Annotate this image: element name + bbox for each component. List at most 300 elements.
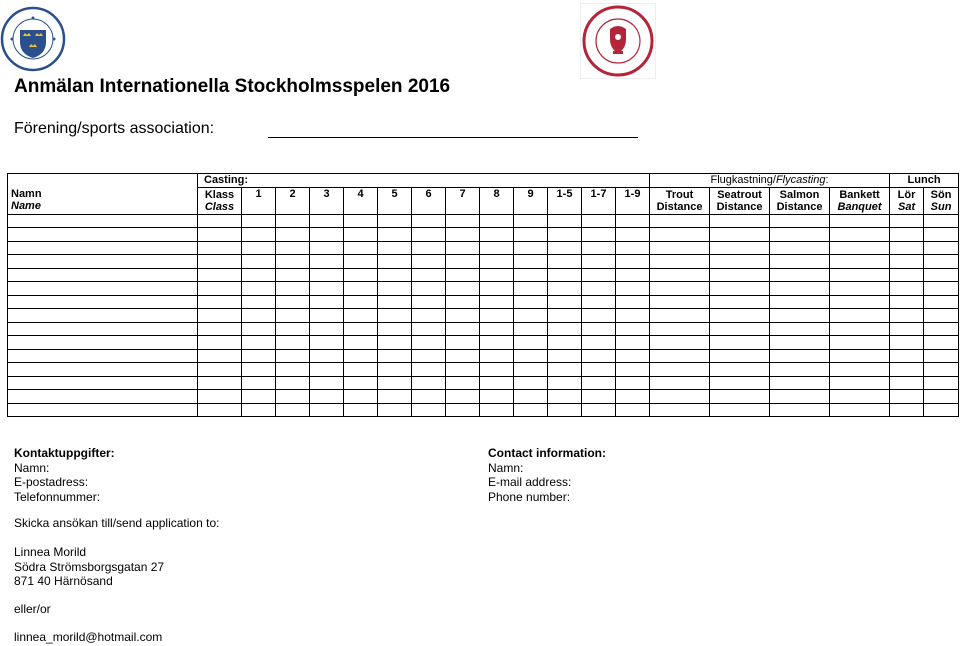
entry-cell[interactable] xyxy=(310,336,344,350)
entry-cell[interactable] xyxy=(830,241,890,255)
class-cell[interactable] xyxy=(198,268,242,282)
entry-cell[interactable] xyxy=(548,228,582,242)
entry-cell[interactable] xyxy=(412,228,446,242)
entry-cell[interactable] xyxy=(830,255,890,269)
entry-cell[interactable] xyxy=(710,295,770,309)
name-cell[interactable] xyxy=(8,349,198,363)
entry-cell[interactable] xyxy=(480,282,514,296)
entry-cell[interactable] xyxy=(890,228,924,242)
entry-cell[interactable] xyxy=(548,403,582,417)
entry-cell[interactable] xyxy=(480,390,514,404)
entry-cell[interactable] xyxy=(242,390,276,404)
entry-cell[interactable] xyxy=(344,214,378,228)
entry-cell[interactable] xyxy=(446,295,480,309)
entry-cell[interactable] xyxy=(242,295,276,309)
entry-cell[interactable] xyxy=(514,376,548,390)
entry-cell[interactable] xyxy=(710,228,770,242)
class-cell[interactable] xyxy=(198,376,242,390)
entry-cell[interactable] xyxy=(412,322,446,336)
entry-cell[interactable] xyxy=(830,403,890,417)
entry-cell[interactable] xyxy=(480,376,514,390)
entry-cell[interactable] xyxy=(378,255,412,269)
entry-cell[interactable] xyxy=(616,214,650,228)
entry-cell[interactable] xyxy=(310,268,344,282)
entry-cell[interactable] xyxy=(310,295,344,309)
entry-cell[interactable] xyxy=(514,282,548,296)
name-cell[interactable] xyxy=(8,228,198,242)
entry-cell[interactable] xyxy=(378,349,412,363)
entry-cell[interactable] xyxy=(548,214,582,228)
entry-cell[interactable] xyxy=(830,268,890,282)
entry-cell[interactable] xyxy=(650,403,710,417)
name-cell[interactable] xyxy=(8,376,198,390)
entry-cell[interactable] xyxy=(446,282,480,296)
class-cell[interactable] xyxy=(198,295,242,309)
entry-cell[interactable] xyxy=(924,363,959,377)
entry-cell[interactable] xyxy=(276,376,310,390)
entry-cell[interactable] xyxy=(242,403,276,417)
entry-cell[interactable] xyxy=(242,336,276,350)
entry-cell[interactable] xyxy=(924,255,959,269)
entry-cell[interactable] xyxy=(650,390,710,404)
entry-cell[interactable] xyxy=(344,336,378,350)
entry-cell[interactable] xyxy=(412,241,446,255)
entry-cell[interactable] xyxy=(616,336,650,350)
entry-cell[interactable] xyxy=(770,390,830,404)
entry-cell[interactable] xyxy=(378,214,412,228)
entry-cell[interactable] xyxy=(890,403,924,417)
entry-cell[interactable] xyxy=(242,363,276,377)
entry-cell[interactable] xyxy=(582,309,616,323)
entry-cell[interactable] xyxy=(650,376,710,390)
entry-cell[interactable] xyxy=(582,390,616,404)
entry-cell[interactable] xyxy=(480,268,514,282)
entry-cell[interactable] xyxy=(276,268,310,282)
entry-cell[interactable] xyxy=(276,363,310,377)
entry-cell[interactable] xyxy=(344,363,378,377)
class-cell[interactable] xyxy=(198,390,242,404)
entry-cell[interactable] xyxy=(344,403,378,417)
entry-cell[interactable] xyxy=(770,268,830,282)
entry-cell[interactable] xyxy=(344,268,378,282)
entry-cell[interactable] xyxy=(650,241,710,255)
entry-cell[interactable] xyxy=(514,241,548,255)
entry-cell[interactable] xyxy=(514,349,548,363)
entry-cell[interactable] xyxy=(378,295,412,309)
entry-cell[interactable] xyxy=(344,255,378,269)
entry-cell[interactable] xyxy=(412,349,446,363)
entry-cell[interactable] xyxy=(276,336,310,350)
entry-cell[interactable] xyxy=(242,214,276,228)
entry-cell[interactable] xyxy=(310,228,344,242)
entry-cell[interactable] xyxy=(344,349,378,363)
entry-cell[interactable] xyxy=(480,228,514,242)
name-cell[interactable] xyxy=(8,363,198,377)
entry-cell[interactable] xyxy=(242,255,276,269)
entry-cell[interactable] xyxy=(582,241,616,255)
entry-cell[interactable] xyxy=(480,336,514,350)
entry-cell[interactable] xyxy=(344,376,378,390)
entry-cell[interactable] xyxy=(378,403,412,417)
entry-cell[interactable] xyxy=(616,228,650,242)
entry-cell[interactable] xyxy=(548,295,582,309)
entry-cell[interactable] xyxy=(514,322,548,336)
entry-cell[interactable] xyxy=(310,376,344,390)
entry-cell[interactable] xyxy=(378,376,412,390)
entry-cell[interactable] xyxy=(710,349,770,363)
entry-cell[interactable] xyxy=(480,214,514,228)
entry-cell[interactable] xyxy=(310,363,344,377)
entry-cell[interactable] xyxy=(412,282,446,296)
entry-cell[interactable] xyxy=(890,309,924,323)
entry-cell[interactable] xyxy=(446,390,480,404)
entry-cell[interactable] xyxy=(582,376,616,390)
entry-cell[interactable] xyxy=(710,403,770,417)
entry-cell[interactable] xyxy=(582,282,616,296)
entry-cell[interactable] xyxy=(582,403,616,417)
entry-cell[interactable] xyxy=(276,403,310,417)
entry-cell[interactable] xyxy=(770,349,830,363)
class-cell[interactable] xyxy=(198,363,242,377)
entry-cell[interactable] xyxy=(650,282,710,296)
class-cell[interactable] xyxy=(198,241,242,255)
entry-cell[interactable] xyxy=(650,268,710,282)
entry-cell[interactable] xyxy=(770,376,830,390)
entry-cell[interactable] xyxy=(412,268,446,282)
entry-cell[interactable] xyxy=(310,349,344,363)
entry-cell[interactable] xyxy=(890,268,924,282)
entry-cell[interactable] xyxy=(582,349,616,363)
entry-cell[interactable] xyxy=(616,241,650,255)
class-cell[interactable] xyxy=(198,349,242,363)
entry-cell[interactable] xyxy=(242,322,276,336)
entry-cell[interactable] xyxy=(378,241,412,255)
entry-cell[interactable] xyxy=(710,363,770,377)
entry-cell[interactable] xyxy=(344,322,378,336)
entry-cell[interactable] xyxy=(582,214,616,228)
entry-cell[interactable] xyxy=(830,336,890,350)
entry-cell[interactable] xyxy=(548,309,582,323)
entry-cell[interactable] xyxy=(276,255,310,269)
entry-cell[interactable] xyxy=(616,322,650,336)
class-cell[interactable] xyxy=(198,309,242,323)
entry-cell[interactable] xyxy=(310,390,344,404)
entry-cell[interactable] xyxy=(582,336,616,350)
entry-cell[interactable] xyxy=(514,268,548,282)
entry-cell[interactable] xyxy=(276,309,310,323)
entry-cell[interactable] xyxy=(650,295,710,309)
entry-cell[interactable] xyxy=(378,363,412,377)
name-cell[interactable] xyxy=(8,403,198,417)
name-cell[interactable] xyxy=(8,295,198,309)
entry-cell[interactable] xyxy=(412,363,446,377)
entry-cell[interactable] xyxy=(344,295,378,309)
entry-cell[interactable] xyxy=(710,322,770,336)
entry-cell[interactable] xyxy=(480,322,514,336)
entry-cell[interactable] xyxy=(310,282,344,296)
entry-cell[interactable] xyxy=(412,309,446,323)
entry-cell[interactable] xyxy=(412,390,446,404)
entry-cell[interactable] xyxy=(582,363,616,377)
entry-cell[interactable] xyxy=(276,241,310,255)
entry-cell[interactable] xyxy=(378,228,412,242)
entry-cell[interactable] xyxy=(344,228,378,242)
entry-cell[interactable] xyxy=(310,214,344,228)
entry-cell[interactable] xyxy=(242,349,276,363)
entry-cell[interactable] xyxy=(924,241,959,255)
class-cell[interactable] xyxy=(198,322,242,336)
entry-cell[interactable] xyxy=(830,349,890,363)
entry-cell[interactable] xyxy=(770,241,830,255)
entry-cell[interactable] xyxy=(310,241,344,255)
entry-cell[interactable] xyxy=(514,363,548,377)
entry-cell[interactable] xyxy=(710,255,770,269)
entry-cell[interactable] xyxy=(650,363,710,377)
entry-cell[interactable] xyxy=(344,309,378,323)
entry-cell[interactable] xyxy=(242,282,276,296)
entry-cell[interactable] xyxy=(548,241,582,255)
entry-cell[interactable] xyxy=(710,268,770,282)
entry-cell[interactable] xyxy=(710,241,770,255)
name-cell[interactable] xyxy=(8,255,198,269)
entry-cell[interactable] xyxy=(310,322,344,336)
entry-cell[interactable] xyxy=(890,282,924,296)
entry-cell[interactable] xyxy=(446,214,480,228)
entry-cell[interactable] xyxy=(582,322,616,336)
entry-cell[interactable] xyxy=(412,295,446,309)
entry-cell[interactable] xyxy=(650,336,710,350)
entry-cell[interactable] xyxy=(480,349,514,363)
entry-cell[interactable] xyxy=(830,363,890,377)
entry-cell[interactable] xyxy=(480,241,514,255)
entry-cell[interactable] xyxy=(616,363,650,377)
entry-cell[interactable] xyxy=(616,376,650,390)
entry-cell[interactable] xyxy=(310,403,344,417)
entry-cell[interactable] xyxy=(890,376,924,390)
entry-cell[interactable] xyxy=(924,228,959,242)
entry-cell[interactable] xyxy=(770,228,830,242)
entry-cell[interactable] xyxy=(514,309,548,323)
entry-cell[interactable] xyxy=(770,309,830,323)
entry-cell[interactable] xyxy=(616,268,650,282)
entry-cell[interactable] xyxy=(548,336,582,350)
entry-cell[interactable] xyxy=(480,309,514,323)
entry-cell[interactable] xyxy=(514,403,548,417)
entry-cell[interactable] xyxy=(650,255,710,269)
entry-cell[interactable] xyxy=(514,228,548,242)
entry-cell[interactable] xyxy=(548,282,582,296)
entry-cell[interactable] xyxy=(548,268,582,282)
entry-cell[interactable] xyxy=(276,322,310,336)
entry-cell[interactable] xyxy=(514,295,548,309)
entry-cell[interactable] xyxy=(830,309,890,323)
class-cell[interactable] xyxy=(198,214,242,228)
name-cell[interactable] xyxy=(8,390,198,404)
entry-cell[interactable] xyxy=(770,282,830,296)
entry-cell[interactable] xyxy=(310,255,344,269)
entry-cell[interactable] xyxy=(548,390,582,404)
entry-cell[interactable] xyxy=(710,376,770,390)
entry-cell[interactable] xyxy=(446,403,480,417)
entry-cell[interactable] xyxy=(830,390,890,404)
name-cell[interactable] xyxy=(8,268,198,282)
entry-cell[interactable] xyxy=(378,336,412,350)
entry-cell[interactable] xyxy=(924,322,959,336)
entry-cell[interactable] xyxy=(514,255,548,269)
entry-cell[interactable] xyxy=(710,309,770,323)
entry-cell[interactable] xyxy=(548,363,582,377)
entry-cell[interactable] xyxy=(770,363,830,377)
entry-cell[interactable] xyxy=(924,214,959,228)
entry-cell[interactable] xyxy=(710,390,770,404)
name-cell[interactable] xyxy=(8,336,198,350)
entry-cell[interactable] xyxy=(830,322,890,336)
entry-cell[interactable] xyxy=(242,309,276,323)
entry-cell[interactable] xyxy=(480,403,514,417)
entry-cell[interactable] xyxy=(276,282,310,296)
entry-cell[interactable] xyxy=(616,309,650,323)
entry-cell[interactable] xyxy=(412,376,446,390)
entry-cell[interactable] xyxy=(890,322,924,336)
entry-cell[interactable] xyxy=(446,376,480,390)
entry-cell[interactable] xyxy=(890,349,924,363)
entry-cell[interactable] xyxy=(412,214,446,228)
entry-cell[interactable] xyxy=(446,322,480,336)
name-cell[interactable] xyxy=(8,241,198,255)
entry-cell[interactable] xyxy=(412,255,446,269)
entry-cell[interactable] xyxy=(446,336,480,350)
entry-cell[interactable] xyxy=(378,268,412,282)
name-cell[interactable] xyxy=(8,322,198,336)
entry-cell[interactable] xyxy=(514,390,548,404)
entry-cell[interactable] xyxy=(890,241,924,255)
entry-cell[interactable] xyxy=(770,255,830,269)
entry-cell[interactable] xyxy=(890,363,924,377)
entry-cell[interactable] xyxy=(548,255,582,269)
entry-cell[interactable] xyxy=(830,228,890,242)
entry-cell[interactable] xyxy=(582,255,616,269)
entry-cell[interactable] xyxy=(710,282,770,296)
entry-cell[interactable] xyxy=(514,214,548,228)
entry-cell[interactable] xyxy=(924,403,959,417)
entry-cell[interactable] xyxy=(446,349,480,363)
entry-cell[interactable] xyxy=(890,295,924,309)
entry-cell[interactable] xyxy=(710,214,770,228)
entry-cell[interactable] xyxy=(242,241,276,255)
entry-cell[interactable] xyxy=(344,390,378,404)
entry-cell[interactable] xyxy=(830,214,890,228)
name-cell[interactable] xyxy=(8,214,198,228)
entry-cell[interactable] xyxy=(276,214,310,228)
entry-cell[interactable] xyxy=(770,336,830,350)
entry-cell[interactable] xyxy=(924,349,959,363)
entry-cell[interactable] xyxy=(830,295,890,309)
entry-cell[interactable] xyxy=(924,376,959,390)
entry-cell[interactable] xyxy=(924,336,959,350)
entry-cell[interactable] xyxy=(548,349,582,363)
entry-cell[interactable] xyxy=(446,255,480,269)
entry-cell[interactable] xyxy=(830,376,890,390)
entry-cell[interactable] xyxy=(480,363,514,377)
entry-cell[interactable] xyxy=(770,322,830,336)
entry-cell[interactable] xyxy=(710,336,770,350)
entry-cell[interactable] xyxy=(770,403,830,417)
entry-cell[interactable] xyxy=(616,390,650,404)
entry-cell[interactable] xyxy=(446,309,480,323)
class-cell[interactable] xyxy=(198,403,242,417)
entry-cell[interactable] xyxy=(582,268,616,282)
entry-cell[interactable] xyxy=(924,390,959,404)
entry-cell[interactable] xyxy=(310,309,344,323)
entry-cell[interactable] xyxy=(242,376,276,390)
entry-cell[interactable] xyxy=(378,282,412,296)
entry-cell[interactable] xyxy=(830,282,890,296)
class-cell[interactable] xyxy=(198,228,242,242)
entry-cell[interactable] xyxy=(242,268,276,282)
entry-cell[interactable] xyxy=(276,228,310,242)
entry-cell[interactable] xyxy=(616,349,650,363)
entry-cell[interactable] xyxy=(924,295,959,309)
class-cell[interactable] xyxy=(198,255,242,269)
entry-cell[interactable] xyxy=(616,255,650,269)
entry-cell[interactable] xyxy=(480,295,514,309)
entry-cell[interactable] xyxy=(616,295,650,309)
entry-cell[interactable] xyxy=(616,403,650,417)
entry-cell[interactable] xyxy=(276,349,310,363)
entry-cell[interactable] xyxy=(924,268,959,282)
entry-cell[interactable] xyxy=(480,255,514,269)
entry-cell[interactable] xyxy=(890,336,924,350)
entry-cell[interactable] xyxy=(548,322,582,336)
class-cell[interactable] xyxy=(198,336,242,350)
name-cell[interactable] xyxy=(8,309,198,323)
entry-cell[interactable] xyxy=(548,376,582,390)
entry-cell[interactable] xyxy=(616,282,650,296)
entry-cell[interactable] xyxy=(412,336,446,350)
entry-cell[interactable] xyxy=(924,282,959,296)
entry-cell[interactable] xyxy=(890,255,924,269)
entry-cell[interactable] xyxy=(446,241,480,255)
entry-cell[interactable] xyxy=(514,336,548,350)
entry-cell[interactable] xyxy=(344,282,378,296)
entry-cell[interactable] xyxy=(276,295,310,309)
entry-cell[interactable] xyxy=(650,214,710,228)
entry-cell[interactable] xyxy=(446,363,480,377)
entry-cell[interactable] xyxy=(890,390,924,404)
entry-cell[interactable] xyxy=(276,390,310,404)
entry-cell[interactable] xyxy=(650,228,710,242)
entry-cell[interactable] xyxy=(344,241,378,255)
entry-cell[interactable] xyxy=(650,349,710,363)
entry-cell[interactable] xyxy=(650,309,710,323)
entry-cell[interactable] xyxy=(378,390,412,404)
entry-cell[interactable] xyxy=(924,309,959,323)
name-cell[interactable] xyxy=(8,282,198,296)
entry-cell[interactable] xyxy=(378,309,412,323)
entry-cell[interactable] xyxy=(242,228,276,242)
entry-cell[interactable] xyxy=(650,322,710,336)
entry-cell[interactable] xyxy=(378,322,412,336)
entry-cell[interactable] xyxy=(582,295,616,309)
entry-cell[interactable] xyxy=(446,268,480,282)
class-cell[interactable] xyxy=(198,282,242,296)
entry-cell[interactable] xyxy=(770,214,830,228)
entry-cell[interactable] xyxy=(412,403,446,417)
entry-cell[interactable] xyxy=(770,295,830,309)
entry-cell[interactable] xyxy=(582,228,616,242)
association-input-line[interactable] xyxy=(268,137,638,138)
entry-cell[interactable] xyxy=(890,214,924,228)
